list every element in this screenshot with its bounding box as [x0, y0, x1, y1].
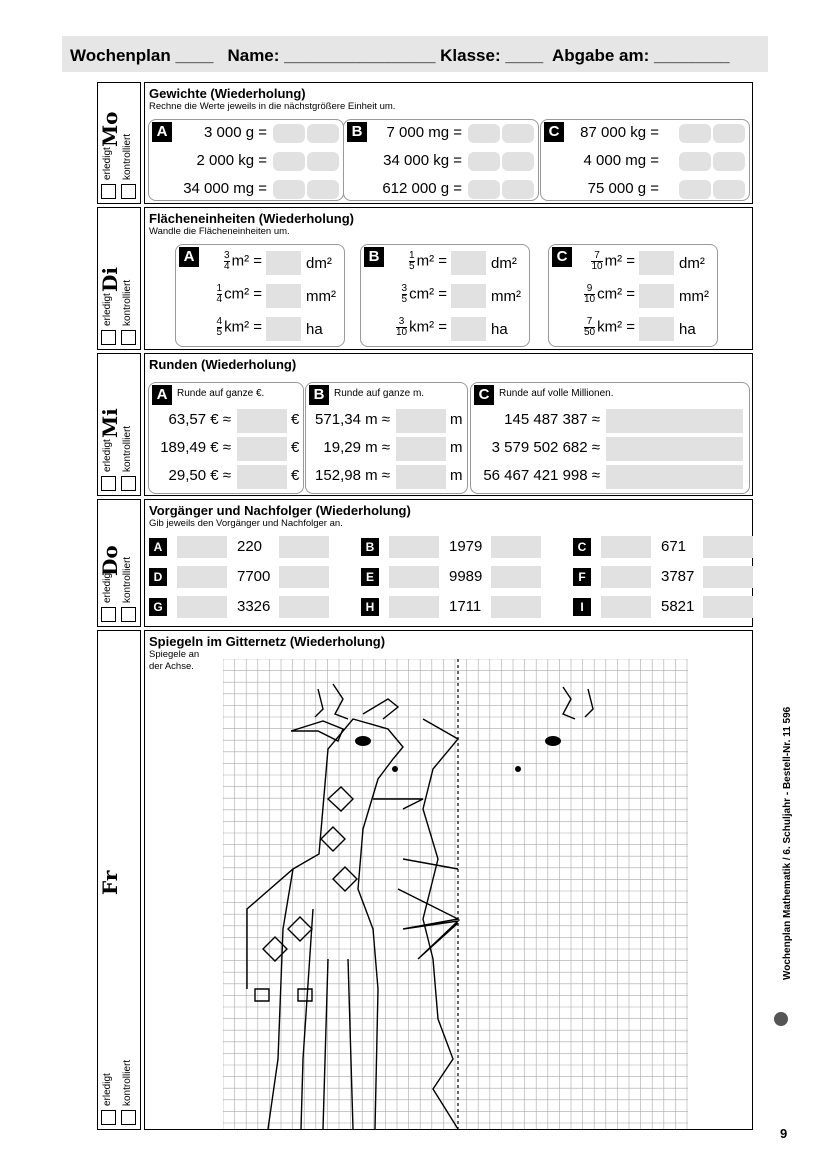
answer-box[interactable] — [237, 465, 287, 489]
section-title: Gewichte (Wiederholung) — [149, 86, 306, 101]
predecessor-box[interactable] — [389, 536, 439, 558]
result-unit: mm² — [306, 288, 336, 305]
status-label-checked: kontrolliert — [122, 425, 133, 472]
unit-symbol: m — [450, 439, 463, 456]
item-label: D — [149, 568, 167, 586]
day-label: Fr — [98, 870, 122, 895]
unit-text: km² = — [597, 318, 635, 336]
status-label-done: erledigt — [102, 147, 113, 180]
area-expression — [584, 317, 635, 338]
exercise-group — [148, 119, 344, 201]
day-label: Mi — [98, 408, 122, 438]
given-number: 3787 — [661, 568, 695, 585]
item-label: I — [573, 598, 591, 616]
rounding-expression: 29,50 € ≈ — [168, 467, 231, 484]
item-label: A — [149, 538, 167, 556]
successor-box[interactable] — [703, 566, 753, 588]
unit-text: cm² = — [597, 285, 635, 303]
successor-box[interactable] — [703, 536, 753, 558]
numerator: 3 — [396, 317, 407, 328]
given-number: 1711 — [449, 598, 482, 615]
result-unit: ha — [306, 321, 323, 338]
answer-box[interactable] — [307, 152, 339, 171]
area-expression — [591, 251, 635, 272]
successor-box[interactable] — [703, 596, 753, 618]
unit-text: km² = — [224, 318, 262, 336]
day-block-di — [97, 207, 141, 350]
predecessor-box[interactable] — [177, 536, 227, 558]
area-expression — [402, 284, 447, 305]
fraction — [217, 284, 223, 305]
answer-box[interactable] — [468, 124, 500, 143]
day-label: Do — [98, 545, 122, 576]
done-checkbox[interactable] — [101, 607, 116, 622]
group-caption: Runde auf ganze m. — [334, 388, 425, 399]
item-label: G — [149, 598, 167, 616]
fraction — [396, 317, 407, 338]
denominator: 5 — [401, 294, 408, 305]
giraffe-eye — [355, 736, 371, 746]
exercise-group — [360, 244, 530, 347]
header-bar: Wochenplan ____ Name: ________________ Klasse: ____ Abgabe am: ________ — [62, 36, 768, 72]
numerator: 3 — [401, 283, 408, 294]
group-label: C — [544, 122, 564, 142]
denominator: 5 — [216, 327, 223, 338]
checked-checkbox[interactable] — [121, 476, 136, 491]
answer-box[interactable] — [713, 180, 745, 199]
answer-box[interactable] — [502, 152, 534, 171]
fraction — [584, 317, 595, 338]
exercise-group — [343, 119, 539, 201]
giraffe-horns-mirror — [563, 687, 593, 719]
denominator: 10 — [395, 327, 408, 338]
answer-box[interactable] — [679, 180, 711, 199]
done-checkbox[interactable] — [101, 330, 116, 345]
unit-text: km² = — [409, 318, 447, 336]
day-block-fr — [97, 630, 141, 1130]
given-number: 671 — [661, 538, 687, 555]
mirror-grid[interactable] — [223, 659, 743, 1129]
result-unit: ha — [491, 321, 508, 338]
section-instruction: Wandle die Flächeneinheiten um. — [149, 226, 290, 237]
result-unit: dm² — [306, 255, 332, 272]
unit-text: cm² = — [409, 285, 447, 303]
result-unit: ha — [679, 321, 696, 338]
fraction — [217, 317, 223, 338]
denominator: 10 — [591, 261, 603, 272]
page-number: 9 — [780, 1126, 788, 1141]
area-expression — [224, 251, 262, 272]
unit-text: m² = — [604, 252, 635, 270]
numerator: 9 — [584, 284, 595, 295]
section-area-units — [144, 207, 753, 350]
rounding-expression: 145 487 387 ≈ — [504, 411, 600, 428]
answer-box[interactable] — [396, 437, 446, 461]
status-label-checked: kontrolliert — [122, 279, 133, 326]
item-label: F — [573, 568, 591, 586]
fraction — [591, 251, 602, 272]
answer-box[interactable] — [451, 317, 486, 341]
done-checkbox[interactable] — [101, 476, 116, 491]
side-imprint: Wochenplan Mathematik / 6. Schuljahr - Bestell-Nr. 11 596 — [782, 706, 793, 980]
section-title: Vorgänger und Nachfolger (Wiederholung) — [149, 503, 411, 518]
rounding-expression: 571,34 m ≈ — [315, 411, 390, 428]
kohl-logo — [774, 1012, 788, 1026]
fraction — [584, 284, 595, 305]
predecessor-box[interactable] — [601, 596, 651, 618]
checked-checkbox[interactable] — [121, 607, 136, 622]
answer-box[interactable] — [679, 124, 711, 143]
group-label: A — [179, 247, 199, 267]
result-unit: mm² — [491, 288, 521, 305]
day-block-mi — [97, 353, 141, 496]
checked-checkbox[interactable] — [121, 330, 136, 345]
result-unit: dm² — [491, 255, 517, 272]
group-label: C — [552, 247, 572, 267]
area-expression — [409, 251, 447, 272]
unit-symbol: m — [450, 411, 463, 428]
exercise-group — [175, 244, 345, 347]
successor-box[interactable] — [491, 566, 541, 588]
answer-box[interactable] — [639, 284, 674, 308]
unit-symbol: m — [450, 467, 463, 484]
item-label: E — [361, 568, 379, 586]
group-label: B — [347, 122, 367, 142]
successor-box[interactable] — [279, 566, 329, 588]
denominator: 5 — [409, 261, 415, 272]
weight-expression: 87 000 kg = — [580, 124, 659, 141]
giraffe-drawing — [247, 684, 458, 1129]
answer-box[interactable] — [237, 437, 287, 461]
answer-box[interactable] — [266, 317, 301, 341]
given-number: 220 — [237, 538, 263, 555]
given-number: 3326 — [237, 598, 271, 615]
weight-expression: 4 000 mg = — [583, 152, 659, 169]
weight-expression: 7 000 mg = — [386, 124, 462, 141]
answer-box[interactable] — [606, 409, 743, 433]
item-label: B — [361, 538, 379, 556]
section-instruction: Gib jeweils den Vorgänger und Nachfolger an. — [149, 518, 343, 529]
area-expression — [217, 284, 262, 305]
status-label-checked: kontrolliert — [122, 133, 133, 180]
answer-box[interactable] — [502, 124, 534, 143]
done-checkbox[interactable] — [101, 184, 116, 199]
group-label: A — [152, 122, 172, 142]
answer-box[interactable] — [451, 251, 486, 275]
weight-expression: 2 000 kg = — [196, 152, 267, 169]
numerator: 1 — [409, 250, 415, 261]
successor-box[interactable] — [491, 596, 541, 618]
answer-box[interactable] — [679, 152, 711, 171]
status-label-done: erledigt — [102, 439, 113, 472]
given-number: 5821 — [661, 598, 695, 615]
rounding-expression: 3 579 502 682 ≈ — [491, 439, 600, 456]
answer-box[interactable] — [266, 251, 301, 275]
section-title: Spiegeln im Gitternetz (Wiederholung) — [149, 634, 386, 649]
section-title: Flächeneinheiten (Wiederholung) — [149, 211, 355, 226]
unit-symbol: € — [291, 411, 300, 428]
rounding-expression: 56 467 421 998 ≈ — [483, 467, 600, 484]
unit-text: cm² = — [224, 285, 262, 303]
status-label-checked: kontrolliert — [122, 1059, 133, 1106]
given-number: 1979 — [449, 538, 483, 555]
answer-box[interactable] — [307, 180, 339, 199]
giraffe-eye-mirror — [545, 736, 561, 746]
exercise-group — [148, 382, 304, 494]
answer-box[interactable] — [468, 180, 500, 199]
predecessor-box[interactable] — [389, 596, 439, 618]
numerator: 3 — [224, 250, 230, 261]
answer-box[interactable] — [451, 284, 486, 308]
numerator: 1 — [216, 283, 223, 294]
unit-symbol: € — [291, 467, 300, 484]
status-label-checked: kontrolliert — [122, 556, 133, 603]
numerator: 7 — [584, 317, 595, 328]
weight-expression: 612 000 g = — [382, 180, 462, 197]
result-unit: dm² — [679, 255, 705, 272]
area-expression — [396, 317, 447, 338]
rounding-expression: 63,57 € ≈ — [168, 411, 231, 428]
checked-checkbox[interactable] — [121, 1110, 136, 1125]
rounding-expression: 189,49 € ≈ — [160, 439, 231, 456]
rounding-expression: 19,29 m ≈ — [323, 439, 390, 456]
answer-box[interactable] — [502, 180, 534, 199]
group-label: A — [152, 385, 172, 405]
numerator: 7 — [591, 251, 602, 262]
section-mirror-grid — [144, 630, 753, 1130]
answer-box[interactable] — [468, 152, 500, 171]
checked-checkbox[interactable] — [121, 184, 136, 199]
answer-box[interactable] — [307, 124, 339, 143]
predecessor-box[interactable] — [177, 566, 227, 588]
result-unit: mm² — [679, 288, 709, 305]
fraction — [402, 284, 408, 305]
answer-box[interactable] — [266, 284, 301, 308]
weight-expression: 34 000 kg = — [383, 152, 462, 169]
answer-box[interactable] — [606, 437, 743, 461]
item-label: C — [573, 538, 591, 556]
denominator: 4 — [224, 261, 230, 272]
given-number: 7700 — [237, 568, 271, 585]
answer-box[interactable] — [396, 409, 446, 433]
fraction — [224, 251, 230, 272]
status-label-done: erledigt — [102, 570, 113, 603]
area-expression — [584, 284, 635, 305]
answer-box[interactable] — [237, 409, 287, 433]
answer-box[interactable] — [273, 152, 305, 171]
denominator: 50 — [583, 327, 596, 338]
unit-symbol: € — [291, 439, 300, 456]
successor-box[interactable] — [491, 536, 541, 558]
day-label: Mo — [98, 111, 122, 147]
item-label: H — [361, 598, 379, 616]
denominator: 10 — [583, 294, 596, 305]
weight-expression: 75 000 g = — [587, 180, 659, 197]
section-title: Runden (Wiederholung) — [149, 357, 297, 372]
status-label-done: erledigt — [102, 293, 113, 326]
exercise-group — [548, 244, 718, 347]
answer-box[interactable] — [639, 251, 674, 275]
answer-box[interactable] — [273, 180, 305, 199]
predecessor-box[interactable] — [389, 566, 439, 588]
section-instruction: Spiegele an — [149, 649, 200, 660]
section-predecessor-successor — [144, 499, 753, 627]
given-number: 9989 — [449, 568, 483, 585]
exercise-group — [540, 119, 750, 201]
rounding-expression: 152,98 m ≈ — [315, 467, 390, 484]
section-instruction: Rechne die Werte jeweils in die nächstgrößere Einheit um. — [149, 101, 396, 112]
day-label: Di — [98, 267, 122, 292]
denominator: 4 — [216, 294, 223, 305]
successor-box[interactable] — [279, 536, 329, 558]
predecessor-box[interactable] — [601, 566, 651, 588]
predecessor-box[interactable] — [601, 536, 651, 558]
exercise-group — [305, 382, 468, 494]
answer-box[interactable] — [396, 465, 446, 489]
answer-box[interactable] — [713, 124, 745, 143]
group-label: C — [474, 385, 494, 405]
done-checkbox[interactable] — [101, 1110, 116, 1125]
section-weights — [144, 82, 753, 204]
weight-expression: 34 000 mg = — [183, 180, 267, 197]
answer-box[interactable] — [273, 124, 305, 143]
predecessor-box[interactable] — [177, 596, 227, 618]
unit-text: m² = — [231, 252, 262, 270]
group-label: B — [364, 247, 384, 267]
group-caption: Runde auf volle Millionen. — [499, 388, 614, 399]
numerator: 4 — [216, 316, 223, 327]
answer-box[interactable] — [713, 152, 745, 171]
weight-expression: 3 000 g = — [204, 124, 267, 141]
area-expression — [217, 317, 262, 338]
answer-box[interactable] — [639, 317, 674, 341]
section-instruction: der Achse. — [149, 661, 194, 672]
unit-text: m² = — [416, 252, 447, 270]
answer-box[interactable] — [606, 465, 743, 489]
status-label-done: erledigt — [102, 1073, 113, 1106]
group-caption: Runde auf ganze €. — [177, 388, 265, 399]
section-rounding — [144, 353, 753, 496]
successor-box[interactable] — [279, 596, 329, 618]
group-label: B — [309, 385, 329, 405]
fraction — [409, 251, 415, 272]
exercise-group — [470, 382, 750, 494]
